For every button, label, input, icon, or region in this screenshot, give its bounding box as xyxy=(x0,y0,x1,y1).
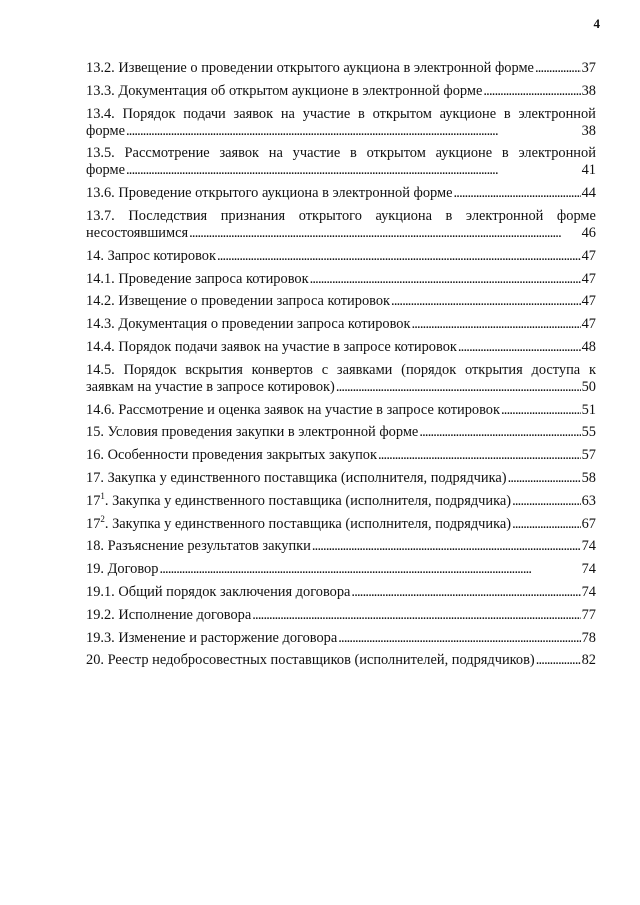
dot-leader xyxy=(536,652,581,669)
table-of-contents xyxy=(86,60,596,675)
toc-entry xyxy=(86,83,596,100)
toc-entry-page: 74 xyxy=(581,583,596,600)
toc-entry-page: 77 xyxy=(581,606,596,623)
toc-entry-title: . Закупка у единственного поставщика (исполнителя, подрядчика) xyxy=(104,492,512,509)
toc-entry-title-line1: 14.5. Порядок вскрытия конвертов с заявками (порядок открытия доступа к xyxy=(86,361,596,378)
dot-leader xyxy=(312,538,581,555)
toc-entry-number: 17 xyxy=(86,515,101,532)
dot-leader xyxy=(512,493,581,510)
toc-entry-title-line2: форме xyxy=(86,122,125,139)
toc-entry xyxy=(86,607,596,624)
toc-entry-page: 41 xyxy=(581,162,596,179)
toc-entry xyxy=(86,513,596,533)
dot-leader xyxy=(535,60,581,77)
toc-entry-title: 17. Закупка у единственного поставщика (исполнителя, подрядчика) xyxy=(86,469,507,486)
page-number: 4 xyxy=(593,16,600,31)
dot-leader xyxy=(252,607,580,624)
toc-entry xyxy=(86,561,596,578)
toc-entry xyxy=(86,271,596,288)
toc-entry-title-line2: несостоявшимся xyxy=(86,224,189,241)
toc-entry-title: 13.6. Проведение открытого аукциона в электронной форме xyxy=(86,185,453,202)
dot-leader xyxy=(378,447,581,464)
toc-entry xyxy=(86,248,596,265)
dot-leader xyxy=(391,293,581,310)
toc-entry xyxy=(86,424,596,441)
toc-entry-title: 18. Разъяснение результатов закупки xyxy=(86,538,311,555)
toc-entry-page: 58 xyxy=(581,469,596,486)
toc-entry-title: 19.2. Исполнение договора xyxy=(86,606,252,623)
dot-leader xyxy=(512,516,581,533)
toc-entry-title: 14.2. Извещение о проведении запроса котировок xyxy=(86,293,391,310)
dot-leader xyxy=(411,316,580,333)
toc-entry-title: 14.3. Документация о проведении запроса котировок xyxy=(86,316,411,333)
dot-leader xyxy=(310,271,581,288)
toc-entry xyxy=(86,490,596,510)
toc-entry xyxy=(86,339,596,356)
toc-entry xyxy=(86,362,596,396)
toc-entry-title: 13.2. Извещение о проведении открытого аукциона в электронной форме xyxy=(86,60,534,76)
toc-entry-page: 55 xyxy=(581,424,596,441)
toc-entry xyxy=(86,630,596,647)
dot-leader xyxy=(126,123,581,140)
toc-entry-title-line1: 13.7. Последствия признания открытого аукциона в электронной форме xyxy=(86,207,596,224)
toc-entry-page: 46 xyxy=(581,224,596,241)
toc-entry-page: 51 xyxy=(581,401,596,418)
toc-entry-number: 17 xyxy=(86,492,101,509)
toc-entry-page: 44 xyxy=(581,185,596,202)
toc-entry-title: 15. Условия проведения закупки в электронной форме xyxy=(86,424,419,441)
dot-leader xyxy=(419,424,580,441)
toc-entry-page: 47 xyxy=(581,247,596,264)
toc-entry-page: 57 xyxy=(581,447,596,464)
toc-entry xyxy=(86,316,596,333)
toc-entry-title: 19.3. Изменение и расторжение договора xyxy=(86,629,338,646)
dot-leader xyxy=(351,584,580,601)
toc-entry-page: 74 xyxy=(581,538,596,555)
toc-entry-title: 14. Запрос котировок xyxy=(86,247,216,264)
toc-entry xyxy=(86,208,596,242)
dot-leader xyxy=(483,83,580,100)
dot-leader xyxy=(454,185,581,202)
dot-leader xyxy=(336,379,581,396)
toc-entry xyxy=(86,60,596,77)
toc-entry-page: 47 xyxy=(581,270,596,287)
toc-entry-page: 67 xyxy=(581,515,596,532)
toc-entry-page: 47 xyxy=(581,316,596,333)
toc-entry-title: 20. Реестр недобросовестных поставщиков (исполнителей, подрядчиков) xyxy=(86,652,535,669)
toc-entry-title: 19. Договор xyxy=(86,561,159,578)
toc-entry xyxy=(86,584,596,601)
toc-entry xyxy=(86,652,596,669)
toc-entry-title: 16. Особенности проведения закрытых закупок xyxy=(86,447,377,464)
toc-entry-title: 19.1. Общий порядок заключения договора xyxy=(86,583,351,600)
toc-entry-page: 37 xyxy=(581,60,596,76)
toc-entry xyxy=(86,145,596,179)
toc-entry-title-line1: 13.5. Рассмотрение заявок на участие в открытом аукционе в электронной xyxy=(86,145,596,162)
toc-entry-page: 50 xyxy=(581,378,596,395)
dot-leader xyxy=(189,225,581,242)
toc-entry-page: 47 xyxy=(581,293,596,310)
toc-entry-superscript: 2 xyxy=(100,513,105,524)
toc-entry-page: 38 xyxy=(581,122,596,139)
toc-entry-page: 63 xyxy=(581,492,596,509)
toc-entry-title: 14.6. Рассмотрение и оценка заявок на участие в запросе котировок xyxy=(86,401,500,418)
toc-entry-superscript: 1 xyxy=(100,490,105,501)
dot-leader xyxy=(338,630,580,647)
toc-entry-page: 74 xyxy=(581,561,596,578)
toc-entry xyxy=(86,447,596,464)
toc-entry-page: 38 xyxy=(581,82,596,99)
toc-entry-title: 14.1. Проведение запроса котировок xyxy=(86,270,309,287)
toc-entry xyxy=(86,293,596,310)
toc-entry-page: 48 xyxy=(581,338,596,355)
toc-entry xyxy=(86,185,596,202)
dot-leader xyxy=(501,402,581,419)
dot-leader xyxy=(458,339,581,356)
toc-entry-title-line2: заявкам на участие в запросе котировок) xyxy=(86,378,335,395)
dot-leader xyxy=(159,561,580,578)
toc-entry xyxy=(86,106,596,140)
toc-entry xyxy=(86,538,596,555)
toc-entry-title-line2: форме xyxy=(86,162,125,179)
toc-entry-page: 82 xyxy=(581,652,596,669)
toc-entry-page: 78 xyxy=(581,629,596,646)
dot-leader xyxy=(126,162,581,179)
toc-entry xyxy=(86,402,596,419)
toc-entry-title: 13.3. Документация об открытом аукционе в электронной форме xyxy=(86,82,483,99)
toc-entry-title: 14.4. Порядок подачи заявок на участие в запросе котировок xyxy=(86,338,457,355)
dot-leader xyxy=(508,470,581,487)
toc-entry-title-line1: 13.4. Порядок подачи заявок на участие в открытом аукционе в электронной xyxy=(86,105,596,122)
toc-entry xyxy=(86,470,596,487)
dot-leader xyxy=(217,248,581,265)
toc-entry-title: . Закупка у единственного поставщика (исполнителя, подрядчика) xyxy=(104,515,512,532)
